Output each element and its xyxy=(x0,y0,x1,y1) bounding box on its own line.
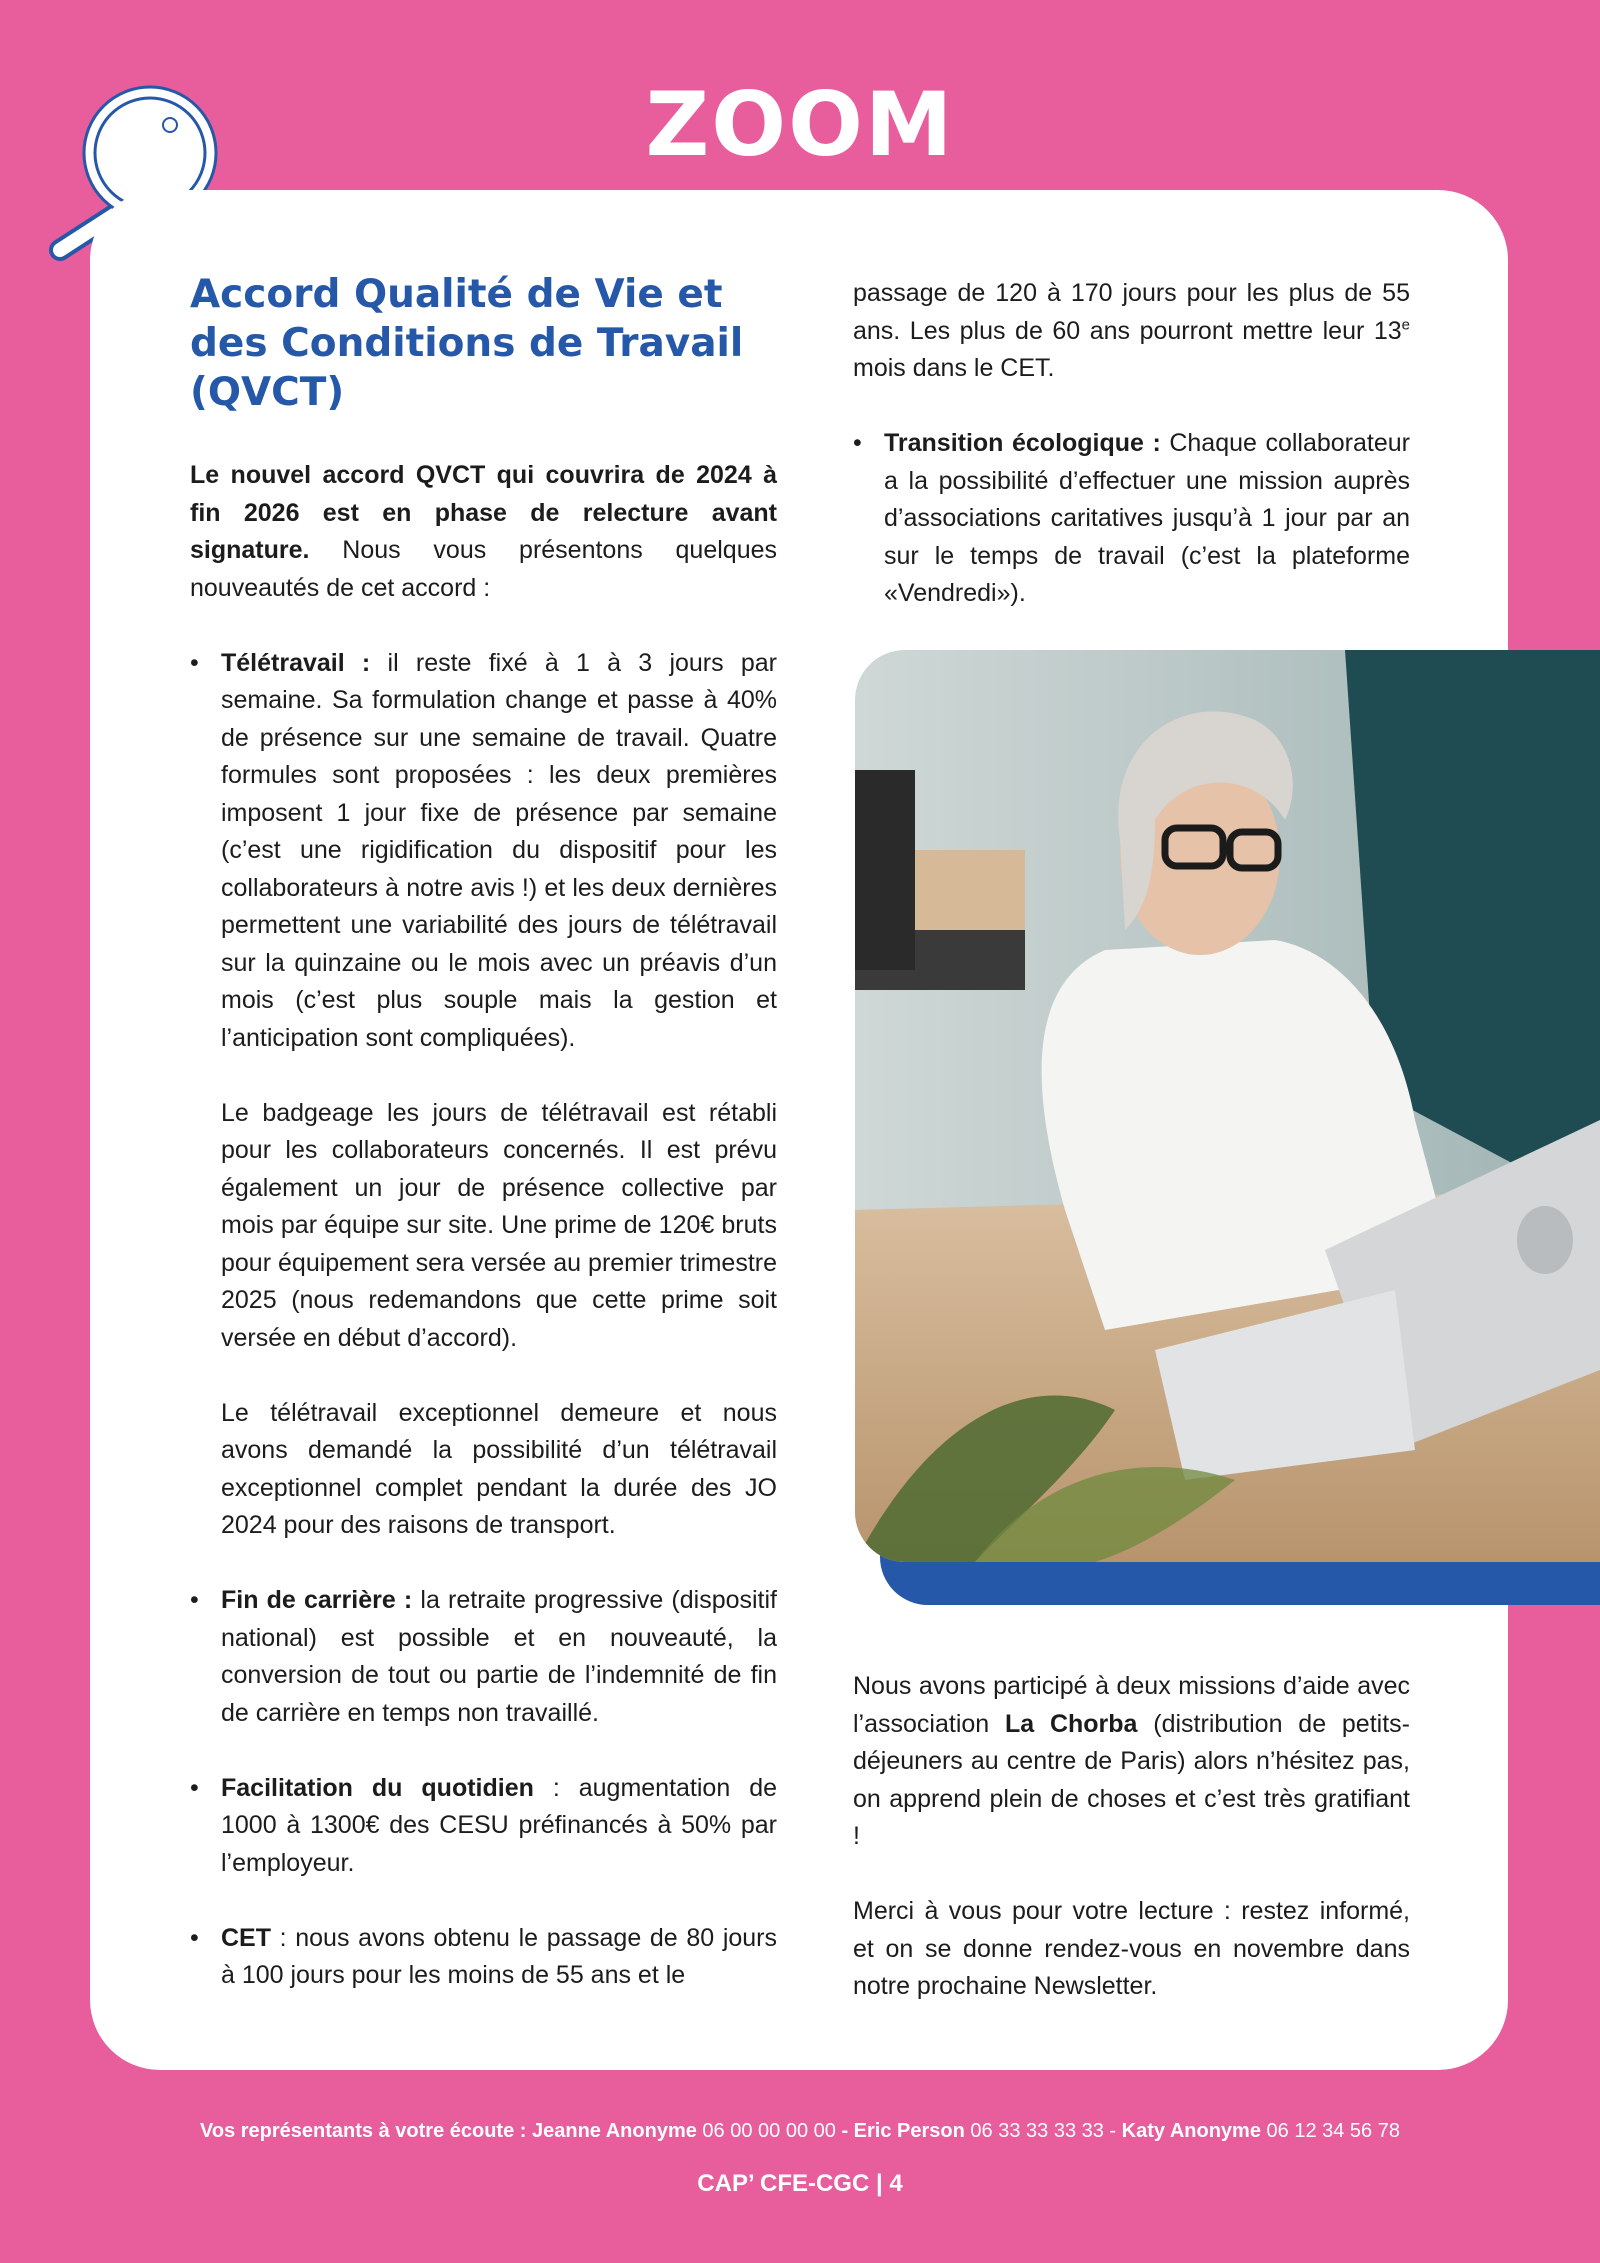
article-lead: Le nouvel accord QVCT qui couvrira de 2024 à fin 2026 est en phase de relecture avant signature. Nous vous présentons quelques nouveautés de cet accord : xyxy=(190,461,777,602)
list-item: • Fin de carrière : la retraite progressive (dispositif national) est possible et en nouveauté, la conversion de tout ou partie de l’indemnité de fin de carrière en temps non travaillé. xyxy=(190,1582,777,1732)
closing-text xyxy=(853,1668,1410,2006)
rep-name: Jeanne Anonyme xyxy=(531,2120,697,2142)
footer-contacts: Vos représentants à votre écoute : Jeanne Anonyme 06 00 00 00 00 - Eric Person 06 33 33 33 33 - Katy Anonyme 06 12 34 56 78 xyxy=(200,2120,1400,2142)
woman-laptop-photo xyxy=(855,650,1600,1562)
bullet-list xyxy=(853,425,1410,613)
closing-paragraph-2: Merci à vous pour votre lecture : restez informé, et on se donne rendez-vous en novembre dans notre prochaine Newsletter. xyxy=(853,1897,1410,2000)
rep-name: Eric Person xyxy=(853,2120,965,2142)
page-header-title: ZOOM xyxy=(645,73,955,176)
list-item: • Facilitation du quotidien : augmentation de 1000 à 1300€ des CESU préfinancés à 50% par l’employeur. xyxy=(190,1770,777,1883)
bullet-label: CET xyxy=(221,1923,271,1952)
teletravail-para-2: Le badgeage les jours de télétravail est rétabli pour les collaborateurs concernés. Il est prévu également un jour de présence collective par mois par équipe sur site. Une prime de 120€ bruts pour équipement sera versée au premier trimestre 2025 (nous redemandons que cette prime soit versée en début d’accord). xyxy=(221,1098,777,1352)
left-column xyxy=(190,270,777,1995)
cet-continued: passage de 120 à 170 jours pour les plus de 55 ans. Les plus de 60 ans pourront mettre leur 13e mois dans le CET. xyxy=(853,279,1410,382)
bullet-label: Fin de carrière : xyxy=(221,1586,413,1614)
list-item: • Transition écologique : Chaque collaborateur a la possibilité d’effectuer une mission auprès d’associations caritatives jusqu’à 1 jour par an sur le temps de travail (c’est la plateforme «Vendredi»). xyxy=(853,425,1410,613)
bullet-label: Transition écologique : xyxy=(884,429,1161,457)
page-number: CAP’ CFE-CGC | 4 xyxy=(697,2170,903,2197)
bullet-label: Facilitation du quotidien xyxy=(221,1773,534,1802)
list-item: • Télétravail : il reste fixé à 1 à 3 jours par semaine. Sa formulation change et passe à 40% de présence sur une semaine de travail. Quatre formules sont proposées : les deux premières imposent 1 jour fixe de présence par semaine (c’est une rigidification du dispositif pour les collaborateurs à notre avis !) et les deux dernières permettent une variabilité des jours de télétravail sur la quinzaine ou le mois avec un préavis d’un mois (c’est plus souple mais la gestion et l’anticipation sont compliquées). Le badgeage les jours de télétravail est rétabli pour les collaborateurs concernés. Il est prévu également un jour de présence collective par mois par équipe sur site. Une prime de 120€ bruts pour équipement sera versée au premier trimestre 2025 (nous redemandons que cette prime soit versée en début d’accord). Le télétravail exceptionnel demeure et nous avons demandé la possibilité d’un télétravail exceptionnel complet pendant la durée des JO 2024 pour des raisons de transport. xyxy=(190,645,777,1545)
list-item: • CET : nous avons obtenu le passage de 80 jours à 100 jours pour les moins de 55 ans et le xyxy=(190,1920,777,1995)
right-column xyxy=(853,275,1410,613)
article-title: Accord Qualité de Vie et des Conditions de Travail (QVCT) xyxy=(190,272,744,415)
bullet-label: Télétravail : xyxy=(221,648,371,677)
rep-name: Katy Anonyme xyxy=(1121,2120,1261,2142)
closing-paragraph-1: Nous avons participé à deux missions d’aide avec l’association La Chorba (distribution de petits-déjeuners au centre de Paris) alors n’hésitez pas, on apprend plein de choses et c’est très gratifiant ! xyxy=(853,1672,1410,1850)
rep-phone: 06 00 00 00 00 xyxy=(702,2120,836,2142)
rep-phone: 06 33 33 33 33 xyxy=(970,2120,1104,2142)
bullet-list xyxy=(190,645,777,1995)
teletravail-para-3: Le télétravail exceptionnel demeure et nous avons demandé la possibilité d’un télétravail exceptionnel complet pendant la durée des JO 2024 pour des raisons de transport. xyxy=(221,1398,777,1539)
rep-phone: 06 12 34 56 78 xyxy=(1266,2120,1400,2142)
